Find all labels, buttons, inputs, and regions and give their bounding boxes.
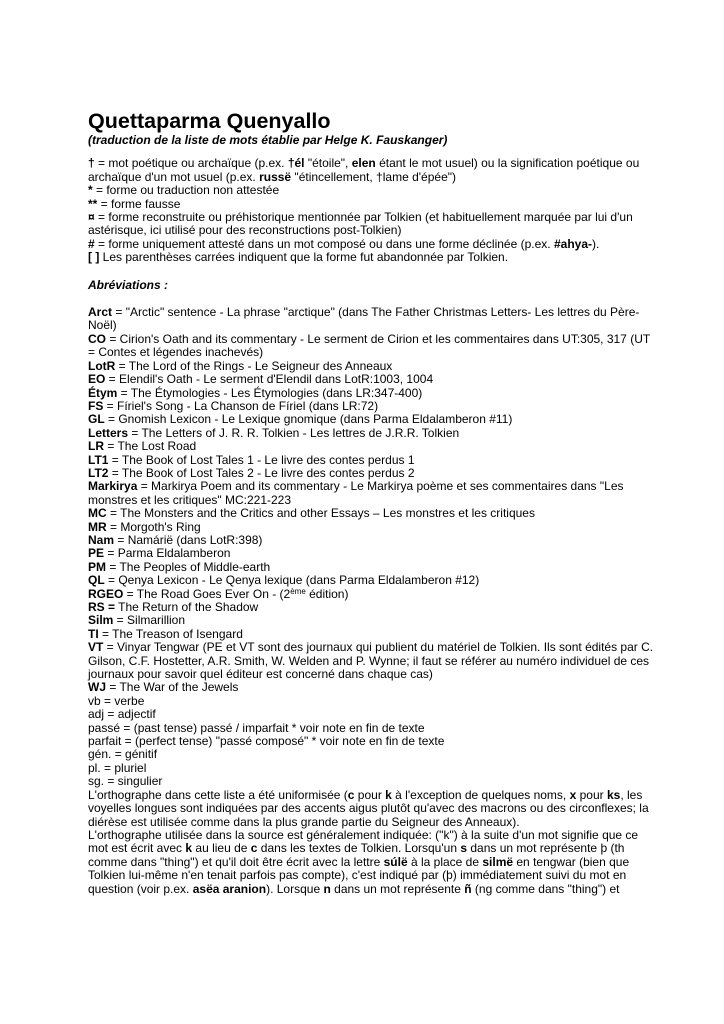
abbreviation-entry xyxy=(88,454,660,467)
example-word: elen xyxy=(351,156,376,171)
bold-letter: s xyxy=(460,841,468,856)
abbreviation-text: = Silmarillion xyxy=(113,613,186,628)
legend-text: = mot poétique ou archaïque (p.ex. xyxy=(94,156,288,171)
abbreviation-text: = The Road Goes Ever On - (2 xyxy=(123,586,291,601)
paragraph-text: (ng comme dans "thing") et xyxy=(471,881,620,896)
abbreviation-entry xyxy=(88,601,660,614)
grammar-abbreviation-line: passé = (past tense) passé / imparfait * voir note en fin de texte xyxy=(88,720,425,735)
abbreviation-entry xyxy=(88,333,660,360)
example-word: #ahya- xyxy=(553,236,592,251)
legend-text: = forme reconstruite ou préhistorique mentionnée par Tolkien (et habituellement marquée par lui d'un astérisque, ici utilisé pour des reconstructions post-Tolkien) xyxy=(88,210,633,238)
abbreviation-text: = The Book of Lost Tales 1 - Le livre des contes perdus 1 xyxy=(108,452,415,467)
abbreviation-text: = Fíriel's Song - La Chanson de Fíriel (dans LR:72) xyxy=(103,398,379,413)
example-word: †él xyxy=(287,156,305,171)
paragraph-text: dans un mot représente þ (th comme dans "thing") et qu'il doit être écrit avec la lettre xyxy=(88,841,625,869)
legend-text: Les parenthèses carrées indiquent que la forme fut abandonnée par Tolkien. xyxy=(99,250,509,265)
paragraph-text: L'orthographe dans cette liste a été uniformisée ( xyxy=(88,787,348,802)
abbreviation-entry xyxy=(88,507,660,520)
legend-currency xyxy=(88,211,660,238)
abbreviation-entry xyxy=(88,480,660,507)
legend-text: "étoile", xyxy=(304,156,352,171)
orthography-paragraph-1 xyxy=(88,789,660,829)
abbreviation-key: Nam xyxy=(88,532,115,547)
legend-star xyxy=(88,184,660,197)
abbreviation-key: Étym xyxy=(88,385,118,400)
paragraph-text: à l'exception de quelques noms, xyxy=(391,787,570,802)
abbreviation-text: = The Treason of Isengard xyxy=(98,626,243,641)
legend-hash xyxy=(88,238,660,251)
bold-letter: ks xyxy=(606,787,621,802)
spacer xyxy=(88,292,660,306)
abbreviation-text: = Namárië (dans LotR:398) xyxy=(114,532,263,547)
abbreviation-entry xyxy=(88,427,660,440)
currency-symbol: ¤ xyxy=(88,210,95,225)
orthography-paragraph-2 xyxy=(88,829,660,896)
abbreviation-entry xyxy=(88,561,660,574)
example-word: russë xyxy=(259,169,292,184)
abbreviation-key: PM xyxy=(88,559,106,574)
legend-text: étant le mot usuel) ou la signification poétique ou archaïque d'un mot usuel (p.ex. xyxy=(88,156,640,184)
grammar-abbreviation-line: sg. = singulier xyxy=(88,774,163,789)
abbreviation-text: = The Book of Lost Tales 2 - Le livre des contes perdus 2 xyxy=(108,465,415,480)
abbreviation-text: = The Lord of the Rings - Le Seigneur des Anneaux xyxy=(115,358,393,373)
grammar-abbreviation-line: gén. = génitif xyxy=(88,747,158,762)
document-subtitle: (traduction de la liste de mots établie par Helge K. Fauskanger) xyxy=(88,133,448,147)
legend-text: ). xyxy=(592,236,600,251)
bold-word: asëa aranion xyxy=(192,881,267,896)
abbreviation-key: Arct xyxy=(88,305,113,320)
bold-letter: n xyxy=(323,881,331,896)
superscript: ème xyxy=(290,586,306,596)
abbreviation-key: Silm xyxy=(88,613,114,628)
paragraph-text: en tengwar (bien que Tolkien lui-même n'en tenait parfois pas compte), c'est indiqué par (þ) immédiatement suivi du mot en question (voir p.ex. xyxy=(88,854,630,896)
legend-brackets xyxy=(88,251,660,264)
abbreviation-entry xyxy=(88,534,660,547)
abbreviation-text: = The Monsters and the Critics and other Essays – Les monstres et les critiques xyxy=(106,506,535,521)
document-title: Quettaparma Quenyallo xyxy=(88,109,331,133)
abbreviation-entry xyxy=(88,400,660,413)
grammar-abbreviation-line: adj = adjectif xyxy=(88,707,156,722)
paragraph-text: , les voyelles longues sont indiquées par des accents aigus plutôt qu'avec des macrons ou des circonflexes; la diérèse est utilisée comme dans la plus grande partie du Seigneur des Anneaux). xyxy=(88,787,649,829)
abbreviations-heading: Abréviations : xyxy=(88,277,169,292)
abbreviation-entry xyxy=(88,440,660,453)
abbreviation-key: RGEO xyxy=(88,586,124,601)
bold-letter: k xyxy=(185,841,193,856)
abbreviation-text: = Parma Eldalamberon xyxy=(104,546,231,561)
abbreviation-key: LotR xyxy=(88,358,116,373)
abbreviation-key: VT xyxy=(88,640,104,655)
grammar-abbreviation-line: vb = verbe xyxy=(88,693,145,708)
paragraph-text: L'orthographe utilisée dans la source est généralement indiquée: ("k") à la suite d'un mot signifie que ce mot est écrit avec xyxy=(88,827,639,856)
bold-letter: x xyxy=(569,787,577,802)
abbreviation-key: QL xyxy=(88,573,105,588)
legend-double-star xyxy=(88,198,660,211)
paragraph-text: dans un mot représente xyxy=(330,881,465,896)
abbreviation-text: = Markirya Poem and its commentary - Le Markirya poème et ses commentaires dans "Les monstres et les critiques" MC:221-223 xyxy=(88,479,624,507)
legend-text: = forme ou traduction non attestée xyxy=(92,183,280,198)
abbreviation-entry xyxy=(88,614,660,627)
abbreviation-text: = Gnomish Lexicon - Le Lexique gnomique (dans Parma Eldalamberon #11) xyxy=(104,412,513,427)
bold-letter: k xyxy=(385,787,392,802)
grammar-abbreviation-line: pl. = pluriel xyxy=(88,760,147,775)
abbreviation-key: WJ xyxy=(88,680,106,695)
spacer xyxy=(88,265,660,279)
bold-word: silmë xyxy=(482,854,514,869)
abbreviation-entry xyxy=(88,628,660,641)
grammar-abbreviations-list xyxy=(88,695,660,789)
bold-letter: c xyxy=(347,787,355,802)
star-symbol: * xyxy=(88,183,93,198)
abbreviation-key: LR xyxy=(88,439,104,454)
dagger-symbol: † xyxy=(88,156,95,171)
abbreviations-list-2 xyxy=(88,601,660,695)
brackets-symbol: [ ] xyxy=(88,250,100,265)
double-star-symbol: ** xyxy=(88,196,98,211)
abbreviation-text: = The Étymologies - Les Étymologies (dans LR:347-400) xyxy=(117,385,423,400)
abbreviation-text: édition) xyxy=(305,586,349,601)
abbreviation-key: LT2 xyxy=(88,465,109,480)
abbreviation-entry xyxy=(88,641,660,681)
abbreviation-key: LT1 xyxy=(88,452,109,467)
bold-letter: c xyxy=(250,841,258,856)
abbreviation-entry xyxy=(88,360,660,373)
paragraph-text: au lieu de xyxy=(192,841,251,856)
abbreviation-entry xyxy=(88,467,660,480)
abbreviation-text: The Return of the Shadow xyxy=(115,600,259,614)
legend-text: = forme uniquement attesté dans un mot composé ou dans une forme déclinée (p.ex. xyxy=(94,236,554,251)
abbreviations-list xyxy=(88,306,660,588)
legend-dagger xyxy=(88,157,660,184)
abbreviation-key: PE xyxy=(88,546,105,561)
abbreviation-text: = The Lost Road xyxy=(104,439,197,454)
paragraph-text: à la place de xyxy=(407,854,483,869)
abbreviation-key: Letters xyxy=(88,425,129,440)
abbreviation-entry xyxy=(88,387,660,400)
abbreviation-entry xyxy=(88,547,660,560)
abbreviation-text: = Qenya Lexicon - Le Qenya lexique (dans Parma Eldalamberon #12) xyxy=(104,573,480,588)
abbreviation-key: TI xyxy=(88,626,99,641)
abbreviation-rgeo xyxy=(88,588,660,601)
abbreviation-key: CO xyxy=(88,331,106,346)
abbreviation-text: = The Letters of J. R. R. Tolkien - Les lettres de J.R.R. Tolkien xyxy=(128,425,460,440)
abbreviation-key: EO xyxy=(88,372,106,387)
abbreviation-text: = Vinyar Tengwar (PE et VT sont des journaux qui publient du matériel de Tolkien. Ils sont édités par C. Gilson, C.F. Hostetter, A.R. Smith, W. Welden and P. Wynne; il faut se référer au numéro individuel de ces journaux pour savoir quel éditeur est concerné dans chaque cas) xyxy=(88,640,654,682)
paragraph-text: pour xyxy=(354,787,386,802)
abbreviation-key: GL xyxy=(88,412,105,427)
hash-symbol: # xyxy=(88,236,95,251)
abbreviation-key: RS = xyxy=(88,600,116,614)
abbreviation-text: = The Peoples of Middle-earth xyxy=(106,559,271,574)
abbreviation-text: = "Arctic" sentence - La phrase "arctique" (dans The Father Christmas Letters- Les lettres du Père-Noël) xyxy=(88,305,640,333)
document-page xyxy=(88,108,660,896)
bold-word: súlë xyxy=(383,854,408,869)
abbreviation-key: FS xyxy=(88,398,104,413)
abbreviation-entry xyxy=(88,306,660,333)
abbreviation-key: MC xyxy=(88,506,107,521)
abbreviation-entry xyxy=(88,681,660,694)
abbreviation-entry xyxy=(88,413,660,426)
abbreviation-key: MR xyxy=(88,519,107,534)
abbreviation-text: = The War of the Jewels xyxy=(106,680,239,695)
legend-text: = forme fausse xyxy=(97,196,181,211)
paragraph-text: ). Lorsque xyxy=(266,881,324,896)
grammar-abbreviation-line: parfait = (perfect tense) "passé composé" * voir note en fin de texte xyxy=(88,734,445,749)
abbreviation-entry xyxy=(88,521,660,534)
bold-letter: ñ xyxy=(464,881,472,896)
paragraph-text: dans les textes de Tolkien. Lorsqu'un xyxy=(257,841,461,856)
abbreviation-text: = Cirion's Oath and its commentary - Le serment de Cirion et les commentaires dans UT:305, 317 (UT = Contes et légendes inachevés) xyxy=(88,331,650,360)
abbreviation-entry xyxy=(88,373,660,386)
abbreviation-entry xyxy=(88,574,660,587)
abbreviation-text: = Morgoth's Ring xyxy=(106,519,201,534)
legend-text: "étincellement, †lame d'épée") xyxy=(291,169,456,184)
paragraph-text: pour xyxy=(576,787,607,802)
abbreviation-key: Markirya xyxy=(88,479,138,494)
abbreviation-text: = Elendil's Oath - Le serment d'Elendil dans LotR:1003, 1004 xyxy=(105,372,434,387)
